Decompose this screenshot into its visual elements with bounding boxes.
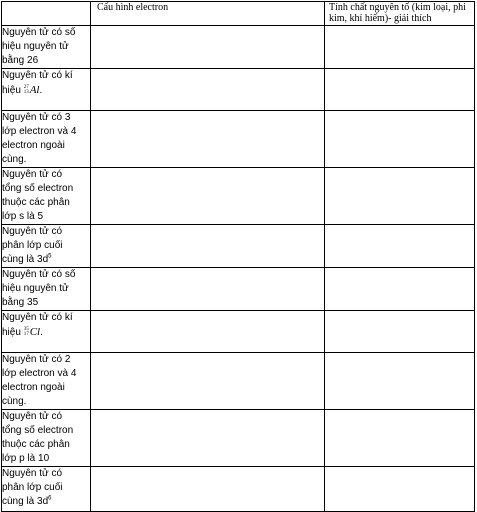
question-line: hiệu bbox=[2, 327, 21, 338]
question-cell bbox=[2, 26, 91, 69]
question-line: lớp electron và 4 bbox=[2, 126, 77, 137]
question-line: Nguyên tử có 2 bbox=[2, 354, 71, 365]
properties-cell[interactable] bbox=[325, 410, 475, 467]
question-line: cùng. bbox=[2, 154, 27, 165]
electron-config-cell[interactable] bbox=[91, 268, 325, 311]
table-row bbox=[2, 168, 475, 225]
table-row bbox=[2, 467, 475, 512]
header-blank bbox=[2, 2, 91, 26]
electron-config-cell[interactable] bbox=[91, 353, 325, 410]
table-row bbox=[2, 353, 475, 410]
superscript: 6 bbox=[48, 495, 52, 502]
question-line: Nguyên tử có số bbox=[2, 27, 76, 38]
properties-cell[interactable] bbox=[325, 225, 475, 268]
question-cell bbox=[2, 353, 91, 410]
question-line: thuộc các phân bbox=[2, 197, 70, 208]
question-line: cùng là 3d bbox=[2, 496, 49, 507]
question-line: tổng số electron bbox=[2, 425, 74, 436]
mass-number: 27 bbox=[23, 85, 29, 91]
table-row bbox=[2, 26, 475, 69]
question-line: bằng 35 bbox=[2, 297, 39, 308]
properties-cell[interactable] bbox=[325, 26, 475, 69]
question-line: Nguyên tử có bbox=[2, 226, 63, 237]
atomic-number: 13 bbox=[23, 90, 29, 96]
question-line: bằng 26 bbox=[2, 55, 39, 66]
header-electron-config: Cấu hình electron bbox=[91, 2, 325, 26]
question-line: Nguyên tử có kí bbox=[2, 70, 73, 81]
question-line: electron ngoài bbox=[2, 140, 65, 151]
properties-cell[interactable] bbox=[325, 268, 475, 311]
superscript: 5 bbox=[48, 253, 52, 260]
table-row bbox=[2, 311, 475, 353]
question-line: cùng là 3d bbox=[2, 254, 49, 265]
electron-config-cell[interactable] bbox=[91, 311, 325, 353]
electron-config-cell[interactable] bbox=[91, 168, 325, 225]
electron-config-cell[interactable] bbox=[91, 26, 325, 69]
question-line: lớp electron và 4 bbox=[2, 368, 77, 379]
question-cell bbox=[2, 268, 91, 311]
electron-config-cell[interactable] bbox=[91, 111, 325, 168]
question-table bbox=[1, 1, 475, 512]
table-row bbox=[2, 225, 475, 268]
mass-number: 35 bbox=[23, 327, 29, 333]
header-properties: Tính chất nguyên tố (kim loại, phi kim, khí hiếm)- giải thích bbox=[325, 2, 475, 26]
question-line: hiệu nguyên tử bbox=[2, 41, 69, 52]
question-cell bbox=[2, 168, 91, 225]
electron-config-cell[interactable] bbox=[91, 467, 325, 512]
question-cell bbox=[2, 111, 91, 168]
table-row bbox=[2, 69, 475, 111]
isotope-notation bbox=[24, 84, 40, 96]
question-line: phân lớp cuối bbox=[2, 240, 63, 251]
electron-config-cell[interactable] bbox=[91, 69, 325, 111]
question-line: thuộc các phân bbox=[2, 439, 70, 450]
atomic-number: 17 bbox=[23, 332, 29, 338]
electron-config-cell[interactable] bbox=[91, 225, 325, 268]
question-line: Nguyên tử có kí bbox=[2, 312, 73, 323]
question-cell bbox=[2, 410, 91, 467]
properties-cell[interactable] bbox=[325, 311, 475, 353]
table-row bbox=[2, 111, 475, 168]
question-line: cùng. bbox=[2, 396, 27, 407]
element-symbol: Cl bbox=[29, 326, 41, 338]
isotope-notation bbox=[24, 326, 40, 338]
table-row bbox=[2, 410, 475, 467]
properties-cell[interactable] bbox=[325, 467, 475, 512]
properties-cell[interactable] bbox=[325, 168, 475, 225]
question-cell bbox=[2, 467, 91, 512]
question-line: Nguyên tử có bbox=[2, 169, 63, 180]
question-line: tổng số electron bbox=[2, 183, 74, 194]
header-row bbox=[2, 2, 475, 26]
properties-cell[interactable] bbox=[325, 69, 475, 111]
question-line: lớp p là 10 bbox=[2, 453, 50, 464]
question-line: Nguyên tử có số bbox=[2, 269, 76, 280]
question-line: Nguyên tử có 3 bbox=[2, 112, 71, 123]
question-cell: Nguyên tử có kí hiệu 35 17Cl. bbox=[2, 311, 91, 353]
properties-cell[interactable] bbox=[325, 111, 475, 168]
question-line: Nguyên tử có bbox=[2, 468, 63, 479]
question-line: hiệu bbox=[2, 85, 21, 96]
question-line: phân lớp cuối bbox=[2, 482, 63, 493]
question-line: lớp s là 5 bbox=[2, 211, 44, 222]
question-cell bbox=[2, 225, 91, 268]
table-row bbox=[2, 268, 475, 311]
question-line: hiệu nguyên tử bbox=[2, 283, 69, 294]
question-line: Nguyên tử có bbox=[2, 411, 63, 422]
question-line: electron ngoài bbox=[2, 382, 65, 393]
question-cell: Nguyên tử có kí hiệu 27 13Al. bbox=[2, 69, 91, 111]
properties-cell[interactable] bbox=[325, 353, 475, 410]
electron-config-cell[interactable] bbox=[91, 410, 325, 467]
element-symbol: Al bbox=[29, 84, 40, 96]
